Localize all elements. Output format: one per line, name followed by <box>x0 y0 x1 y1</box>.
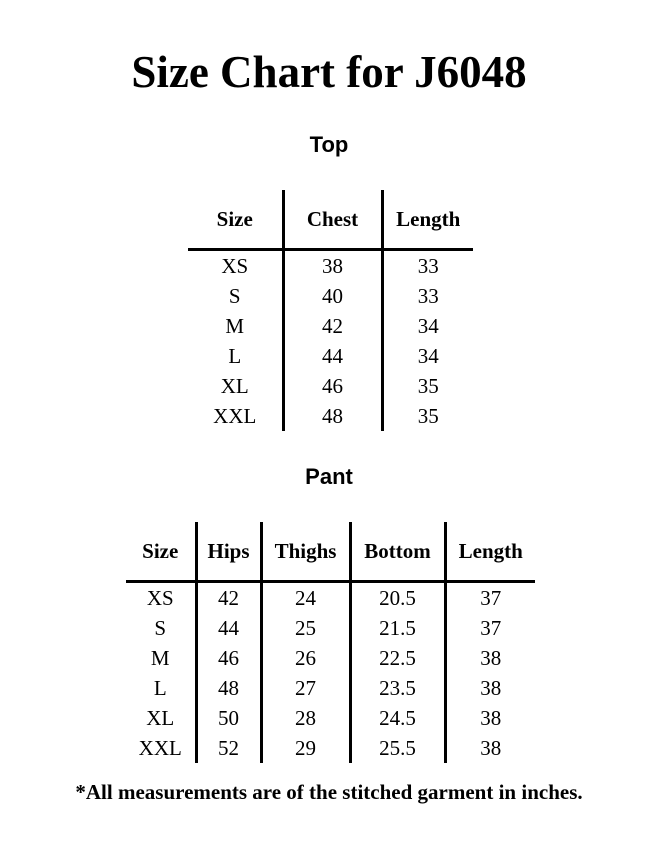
thighs-cell: 26 <box>261 643 350 673</box>
column-header-size: Size <box>188 190 283 250</box>
size-cell: XXL <box>138 736 182 760</box>
table-row <box>188 371 473 401</box>
thighs-cell: 27 <box>261 673 350 703</box>
bottom-cell: 25.5 <box>350 733 445 763</box>
bottom-cell: 22.5 <box>350 643 445 673</box>
column-header-length: Length <box>382 190 473 250</box>
table-row <box>188 281 473 311</box>
hips-cell: 46 <box>196 643 261 673</box>
column-header-size: Size <box>126 522 196 582</box>
table-header-row <box>188 190 473 250</box>
size-cell: XL <box>146 706 175 730</box>
chest-cell: 40 <box>283 281 382 311</box>
length-cell: 34 <box>382 341 473 371</box>
table-row <box>126 613 535 643</box>
table-row <box>126 673 535 703</box>
measurement-note: *All measurements are of the stitched garment in inches. <box>75 780 583 804</box>
chest-cell: 42 <box>283 311 382 341</box>
column-header-thighs: Thighs <box>261 522 350 582</box>
table-row <box>126 582 535 614</box>
size-cell: XL <box>220 374 249 398</box>
thighs-cell: 24 <box>261 582 350 614</box>
length-cell: 37 <box>445 613 535 643</box>
table-row <box>126 703 535 733</box>
hips-cell: 50 <box>196 703 261 733</box>
size-cell: XXL <box>213 404 257 428</box>
top-section-title: Top <box>309 132 349 157</box>
bottom-cell: 24.5 <box>350 703 445 733</box>
table-header-row <box>126 522 535 582</box>
length-cell: 38 <box>445 733 535 763</box>
bottom-cell: 23.5 <box>350 673 445 703</box>
hips-cell: 42 <box>196 582 261 614</box>
page-title: Size Chart for J6048 <box>131 47 527 97</box>
hips-cell: 44 <box>196 613 261 643</box>
chest-cell: 38 <box>283 250 382 282</box>
table-row <box>188 341 473 371</box>
top-size-table <box>188 190 473 431</box>
bottom-cell: 21.5 <box>350 613 445 643</box>
size-cell: S <box>154 616 167 640</box>
length-cell: 33 <box>382 250 473 282</box>
size-cell: XS <box>221 254 249 278</box>
pant-section-title: Pant <box>305 464 353 489</box>
table-row <box>188 250 473 282</box>
size-cell: L <box>228 344 242 368</box>
length-cell: 34 <box>382 311 473 341</box>
length-cell: 38 <box>445 643 535 673</box>
hips-cell: 52 <box>196 733 261 763</box>
column-header-chest: Chest <box>283 190 382 250</box>
table-row <box>126 643 535 673</box>
length-cell: 35 <box>382 371 473 401</box>
thighs-cell: 25 <box>261 613 350 643</box>
hips-cell: 48 <box>196 673 261 703</box>
length-cell: 38 <box>445 673 535 703</box>
column-header-length: Length <box>445 522 535 582</box>
table-row <box>188 311 473 341</box>
size-cell: L <box>153 676 167 700</box>
chest-cell: 44 <box>283 341 382 371</box>
length-cell: 37 <box>445 582 535 614</box>
size-cell: S <box>228 284 241 308</box>
bottom-cell: 20.5 <box>350 582 445 614</box>
size-cell: M <box>150 646 170 670</box>
column-header-hips: Hips <box>196 522 261 582</box>
table-row <box>126 733 535 763</box>
size-cell: XS <box>146 586 174 610</box>
table-row <box>188 401 473 431</box>
length-cell: 38 <box>445 703 535 733</box>
thighs-cell: 29 <box>261 733 350 763</box>
length-cell: 35 <box>382 401 473 431</box>
chest-cell: 48 <box>283 401 382 431</box>
column-header-bottom: Bottom <box>350 522 445 582</box>
length-cell: 33 <box>382 281 473 311</box>
chest-cell: 46 <box>283 371 382 401</box>
pant-size-table <box>126 522 535 763</box>
thighs-cell: 28 <box>261 703 350 733</box>
size-cell: M <box>225 314 245 338</box>
